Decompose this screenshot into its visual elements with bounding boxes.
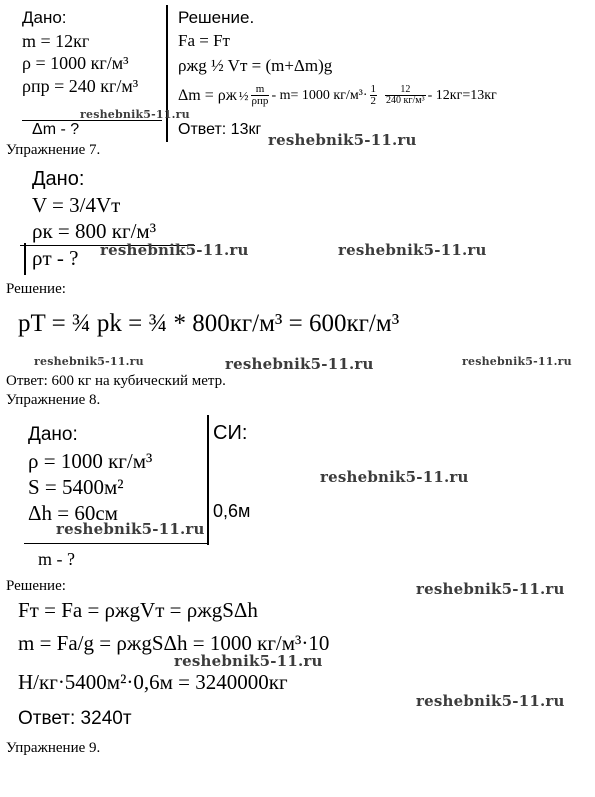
ex6-given-mass: m = 12кг — [22, 31, 90, 51]
ex8-vertical-divider — [207, 415, 209, 545]
watermark: reshebnik5-11.ru — [338, 241, 487, 259]
ex6-given-title: Дано: — [22, 8, 67, 27]
ex6-vertical-divider — [166, 5, 168, 142]
ex8-line1: Fт = Fa = ρжgVт = ρжgSΔh — [18, 598, 258, 622]
ex6-line3-e: - m= 1000 кг/м³· — [271, 87, 368, 103]
ex6-given-density-cork: ρпр = 240 кг/м³ — [22, 76, 139, 96]
ex6-line2: ρжg ½ Vт = (m+Δm)g — [178, 56, 333, 75]
ex8-si-value: 0,6м — [213, 501, 251, 521]
watermark: reshebnik5-11.ru — [416, 692, 565, 710]
ex6-find: Δm - ? — [32, 121, 80, 138]
watermark: reshebnik5-11.ru — [34, 355, 144, 368]
watermark: reshebnik5-11.ru — [225, 355, 374, 373]
ex8-line2: m = Fa/g = ρжgSΔh = 1000 кг/м³·10 — [18, 631, 330, 655]
ex8-line3: Н/кг·5400м²·0,6м = 3240000кг — [18, 670, 288, 694]
ex8-find: m - ? — [38, 549, 75, 569]
watermark: reshebnik5-11.ru — [56, 520, 205, 538]
ex6-line3 — [178, 84, 497, 107]
ex6-line1: Fa = Fт — [178, 31, 230, 50]
ex7-find: ρт - ? — [32, 246, 79, 270]
ex7-title: Упражнение 7. — [6, 142, 101, 158]
ex7-solution-title: Решение: — [6, 281, 66, 297]
ex6-given-density: ρ = 1000 кг/м³ — [22, 53, 129, 73]
ex8-title: Упражнение 8. — [6, 392, 101, 408]
watermark: reshebnik5-11.ru — [320, 468, 469, 486]
watermark: reshebnik5-11.ru — [100, 241, 249, 259]
ex7-given-title: Дано: — [32, 168, 85, 190]
watermark: reshebnik5-11.ru — [174, 652, 323, 670]
ex6-line3-frac2: $\frac{1}{2}$ — [370, 83, 377, 107]
ex9-title: Упражнение 9. — [6, 740, 101, 756]
ex6-solution-title: Решение. — [178, 8, 255, 27]
ex6-line3-frac1: $\frac{m}{\text{ρпр}}$ — [251, 83, 269, 107]
ex6-line3-half: ½ — [238, 87, 249, 103]
ex7-formula: pT = ¾ pk = ¾ * 800кг/м³ = 600кг/м³ — [18, 310, 400, 337]
ex7-answer: Ответ: 600 кг на кубический метр. — [6, 373, 226, 389]
ex6-answer: Ответ: 13кг — [178, 121, 262, 138]
ex8-answer: Ответ: 3240т — [18, 708, 132, 729]
ex8-solution-title: Решение: — [6, 578, 66, 594]
ex6-line3-frac3: $\frac{12}{\text{240 кг/м³}}$ — [386, 84, 425, 106]
ex7-find-bracket — [24, 243, 26, 275]
ex8-given-area: S = 5400м² — [28, 475, 124, 499]
ex8-given-divider — [24, 543, 208, 544]
watermark: reshebnik5-11.ru — [416, 580, 565, 598]
ex8-given-density: ρ = 1000 кг/м³ — [28, 449, 153, 473]
watermark: reshebnik5-11.ru — [462, 355, 572, 368]
ex8-given-depth: Δh = 60см — [28, 501, 118, 525]
watermark: reshebnik5-11.ru — [80, 108, 190, 121]
ex8-si-title: СИ: — [213, 422, 248, 444]
ex8-given-title: Дано: — [28, 424, 78, 445]
watermark: reshebnik5-11.ru — [268, 131, 417, 149]
ex6-line3-a: Δm = ρж — [178, 86, 237, 104]
ex6-line3-j: - 12кг=13кг — [427, 87, 497, 103]
ex7-given-volume: V = 3/4Vт — [32, 193, 121, 217]
ex7-given-density: ρк = 800 кг/м³ — [32, 219, 157, 243]
